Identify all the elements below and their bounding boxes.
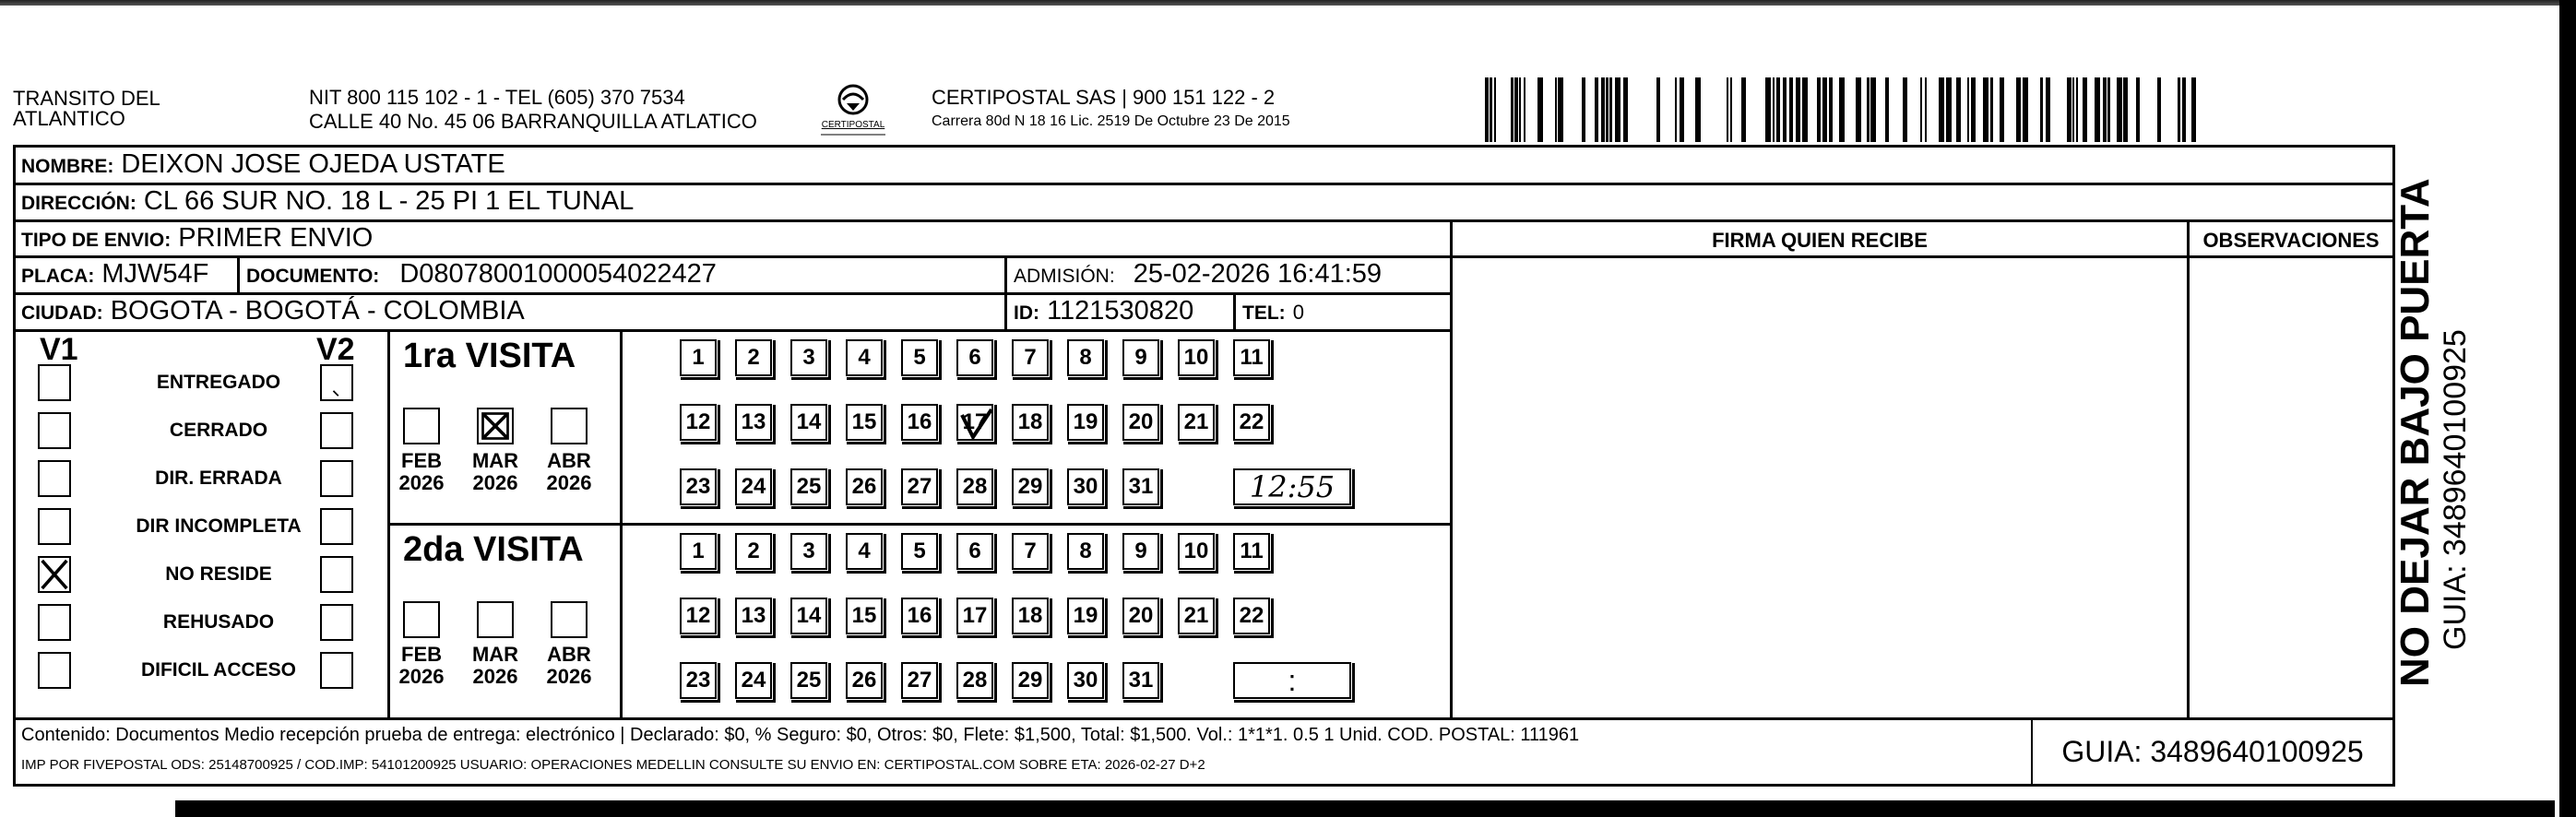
day-box[interactable] (1012, 662, 1049, 699)
admision-label: ADMISIÓN: (1014, 266, 1115, 287)
v2-checkbox[interactable] (320, 412, 353, 449)
day-number: 1 (692, 345, 705, 370)
v2-checkbox[interactable] (320, 508, 353, 545)
month-year: 2026 (398, 665, 445, 688)
side-guia: GUIA: 3489640100925 (2438, 329, 2473, 650)
v1-checkbox[interactable] (38, 556, 71, 593)
month-year: 2026 (472, 665, 518, 688)
day-number: 17 (962, 603, 988, 628)
divider (16, 329, 1450, 332)
id-field (1014, 294, 1193, 330)
divider (2187, 219, 2190, 717)
day-number: 29 (1017, 668, 1043, 693)
month-label (394, 450, 449, 494)
month-year: 2026 (472, 471, 518, 494)
day-box[interactable] (1067, 468, 1104, 505)
delivery-form (13, 145, 2395, 787)
month-checkbox-mar[interactable] (477, 601, 514, 638)
day-number: 8 (1079, 345, 1092, 370)
day-box[interactable] (1122, 468, 1159, 505)
day-box[interactable] (846, 533, 883, 570)
day-number: 7 (1024, 345, 1037, 370)
day-box[interactable] (956, 404, 993, 441)
month-year: 2026 (398, 471, 445, 494)
admision-value: 25-02-2026 16:41:59 (1133, 259, 1383, 289)
day-box[interactable] (1178, 404, 1215, 441)
day-box[interactable] (1067, 533, 1104, 570)
month-checkbox-abr[interactable] (551, 601, 588, 638)
day-box[interactable] (680, 662, 717, 699)
month-checkbox-abr[interactable] (551, 408, 588, 444)
day-box[interactable] (846, 662, 883, 699)
day-box[interactable] (846, 339, 883, 376)
v1-checkbox[interactable] (38, 652, 71, 689)
day-number: 4 (858, 539, 871, 563)
day-box[interactable] (790, 468, 827, 505)
day-box[interactable] (901, 339, 938, 376)
company-line-2: Carrera 80d N 18 16 Lic. 2519 De Octubre 23 De 2015 (932, 113, 1290, 129)
day-box[interactable] (1178, 339, 1215, 376)
day-box[interactable] (846, 468, 883, 505)
day-number: 9 (1134, 345, 1147, 370)
day-box[interactable] (1012, 598, 1049, 634)
day-box[interactable] (846, 598, 883, 634)
day-number: 31 (1128, 474, 1154, 499)
nit-line-1: NIT 800 115 102 - 1 - TEL (605) 370 7534 (309, 86, 685, 109)
month-name: MAR (471, 643, 519, 666)
nit-line-2: CALLE 40 No. 45 06 BARRANQUILLA ATLATICO (309, 110, 757, 133)
documento-field (246, 257, 717, 293)
day-number: 27 (907, 474, 932, 499)
day-box[interactable] (956, 533, 993, 570)
tipo-envio-field (21, 221, 373, 257)
month-name: MAR (471, 449, 519, 472)
day-box[interactable] (735, 404, 772, 441)
day-number: 23 (685, 668, 711, 693)
day-box[interactable] (1122, 339, 1159, 376)
visit-time[interactable]: 12:55 (1233, 468, 1351, 505)
day-number: 3 (802, 345, 815, 370)
day-number: 30 (1073, 668, 1098, 693)
sender-name (13, 89, 160, 129)
day-box[interactable] (1067, 404, 1104, 441)
day-number: 4 (858, 345, 871, 370)
day-box[interactable] (1233, 533, 1270, 570)
day-number: 14 (796, 409, 822, 434)
direccion-label: DIRECCIÓN: (21, 193, 137, 214)
divider (387, 523, 1450, 526)
day-number: 18 (1017, 603, 1043, 628)
day-number: 12 (685, 409, 711, 434)
day-box[interactable] (1012, 468, 1049, 505)
day-box[interactable] (790, 404, 827, 441)
day-box[interactable] (735, 468, 772, 505)
company-line-1: CERTIPOSTAL SAS | 900 151 122 - 2 (932, 86, 1276, 109)
placa-label: PLACA: (21, 266, 95, 287)
day-box[interactable] (901, 468, 938, 505)
day-number: 18 (1017, 409, 1043, 434)
sender-line-2: ATLANTICO (13, 107, 125, 130)
v2-checkbox[interactable] (320, 556, 353, 593)
day-number: 28 (962, 474, 988, 499)
day-number: 7 (1024, 539, 1037, 563)
day-number: 28 (962, 668, 988, 693)
id-label: ID: (1014, 302, 1039, 324)
visit-2-title: 2da VISITA (403, 530, 584, 569)
month-label (541, 450, 597, 494)
v2-checkbox[interactable] (320, 460, 353, 497)
day-number: 6 (968, 345, 981, 370)
ciudad-field (21, 294, 525, 330)
day-box[interactable] (1122, 404, 1159, 441)
day-box[interactable] (680, 339, 717, 376)
v1-label: V1 (40, 332, 78, 367)
day-check-mark (958, 406, 995, 443)
v2-checkbox[interactable] (320, 652, 353, 689)
divider (237, 255, 240, 292)
day-number: 6 (968, 539, 981, 563)
nombre-label: NOMBRE: (21, 156, 114, 177)
status-label: CERRADO (169, 420, 268, 441)
day-number: 29 (1017, 474, 1043, 499)
day-box[interactable] (901, 404, 938, 441)
day-number: 2 (747, 539, 760, 563)
month-label (394, 644, 449, 688)
day-box[interactable] (956, 598, 993, 634)
month-name: FEB (401, 643, 442, 666)
v2-checkbox[interactable] (320, 364, 353, 401)
status-label: DIFICIL ACCESO (140, 659, 296, 681)
placa-value: MJW54F (101, 259, 209, 289)
day-number: 11 (1240, 345, 1264, 370)
day-number: 20 (1128, 603, 1154, 628)
nombre-value: DEIXON JOSE OJEDA USTATE (121, 149, 505, 179)
observaciones-header: OBSERVACIONES (2202, 229, 2380, 252)
ciudad-value: BOGOTA - BOGOTÁ - COLOMBIA (110, 296, 525, 326)
day-number: 9 (1134, 539, 1147, 563)
footer-contents: Contenido: Documentos Medio recepción prueba de entrega: electrónico | Declarado: $0, % Seguro: $0, Otros: $0, Flete: $1,500, Total: $1,500. Vol.: 1*1*1. 0.5 1 Unid. COD. POSTAL: 111961 (21, 725, 1580, 745)
day-box[interactable] (901, 662, 938, 699)
status-label: REHUSADO (162, 611, 275, 633)
v1-checkbox[interactable] (38, 508, 71, 545)
day-box[interactable] (1122, 533, 1159, 570)
day-box[interactable] (680, 468, 717, 505)
status-label: ENTREGADO (156, 372, 281, 393)
day-box[interactable] (1067, 598, 1104, 634)
v1-checkbox[interactable] (38, 604, 71, 641)
v1-checkbox[interactable] (38, 460, 71, 497)
day-box[interactable] (790, 598, 827, 634)
tel-value: 0 (1292, 301, 1304, 324)
day-number: 13 (741, 409, 766, 434)
day-box[interactable] (901, 598, 938, 634)
day-box[interactable] (956, 468, 993, 505)
day-box[interactable] (1122, 662, 1159, 699)
day-number: 2 (747, 345, 760, 370)
tel-field (1242, 294, 1304, 330)
month-checkbox-mar[interactable] (477, 408, 514, 444)
day-box[interactable] (1012, 404, 1049, 441)
day-number: 15 (851, 603, 877, 628)
day-box[interactable] (735, 598, 772, 634)
divider (1233, 292, 1236, 329)
day-number: 26 (851, 668, 877, 693)
day-box[interactable] (680, 598, 717, 634)
day-number: 25 (796, 668, 822, 693)
day-number: 10 (1183, 539, 1209, 563)
day-box[interactable] (1067, 662, 1104, 699)
status-label: DIR. ERRADA (155, 468, 282, 489)
v1-checkbox[interactable] (38, 364, 71, 401)
admision-field (1014, 257, 1382, 293)
day-number: 12 (685, 603, 711, 628)
day-box[interactable] (956, 339, 993, 376)
month-name: ABR (547, 643, 591, 666)
month-year: 2026 (546, 471, 592, 494)
month-label (541, 644, 597, 688)
divider (1450, 255, 2392, 258)
day-number: 27 (907, 668, 932, 693)
day-box[interactable] (1067, 339, 1104, 376)
day-number: 16 (907, 409, 932, 434)
day-box[interactable] (1233, 598, 1270, 634)
day-box[interactable] (1012, 533, 1049, 570)
day-number: 21 (1183, 409, 1209, 434)
day-box[interactable] (680, 404, 717, 441)
tipo-envio-label: TIPO DE ENVIO: (21, 230, 172, 251)
footer-guia: GUIA: 3489640100925 (2031, 720, 2392, 784)
day-number: 10 (1183, 345, 1209, 370)
month-label (468, 450, 523, 494)
day-number: 30 (1073, 474, 1098, 499)
day-number: 21 (1183, 603, 1209, 628)
scan-edge-bottom (175, 800, 2555, 817)
v2-checkbox[interactable] (320, 604, 353, 641)
status-label: NO RESIDE (165, 563, 272, 585)
day-box[interactable] (735, 339, 772, 376)
visit-1-title: 1ra VISITA (403, 337, 576, 375)
month-name: ABR (547, 449, 591, 472)
day-box[interactable] (846, 404, 883, 441)
direccion-field (21, 184, 634, 220)
visit-time[interactable]: : (1233, 662, 1351, 699)
day-box[interactable] (680, 533, 717, 570)
day-number: 17 (962, 409, 988, 434)
status-label: DIR INCOMPLETA (136, 515, 302, 537)
month-label (468, 644, 523, 688)
day-box[interactable] (1233, 404, 1270, 441)
day-number: 15 (851, 409, 877, 434)
day-number: 3 (802, 539, 815, 563)
day-number: 14 (796, 603, 822, 628)
month-checkbox-feb[interactable] (403, 408, 440, 444)
month-checkbox-feb[interactable] (403, 601, 440, 638)
tel-label: TEL: (1242, 302, 1286, 324)
day-number: 23 (685, 474, 711, 499)
certipostal-logo (812, 81, 895, 140)
ciudad-label: CIUDAD: (21, 302, 103, 324)
day-box[interactable] (790, 533, 827, 570)
placa-field (21, 257, 208, 293)
day-number: 22 (1239, 409, 1264, 434)
day-number: 24 (741, 474, 766, 499)
footer-print-info: IMP POR FIVEPOSTAL ODS: 25148700925 / COD.IMP: 54101200925 USUARIO: OPERACIONES MEDELLIN CONSULTE SU ENVIO EN: CERTIPOSTAL.COM SOBRE ETA: 2026-02-27 D+2 (21, 757, 1205, 773)
sender-line-1: TRANSITO DEL (13, 87, 160, 110)
day-box[interactable] (956, 662, 993, 699)
documento-label: DOCUMENTO: (246, 266, 380, 287)
id-value: 1121530820 (1047, 296, 1194, 326)
scan-edge-top (0, 0, 2576, 6)
day-number: 1 (692, 539, 705, 563)
day-number: 25 (796, 474, 822, 499)
day-box[interactable] (1122, 598, 1159, 634)
day-box[interactable] (1012, 339, 1049, 376)
day-number: 5 (913, 539, 926, 563)
day-number: 11 (1240, 539, 1264, 563)
day-number: 31 (1128, 668, 1154, 693)
day-box[interactable] (735, 662, 772, 699)
documento-value: D08078001000054022427 (399, 259, 717, 289)
day-box[interactable] (790, 339, 827, 376)
day-box[interactable] (735, 533, 772, 570)
direccion-value: CL 66 SUR NO. 18 L - 25 PI 1 EL TUNAL (143, 186, 635, 216)
day-box[interactable] (1233, 339, 1270, 376)
day-number: 19 (1073, 603, 1098, 628)
scan-edge-right (2559, 0, 2576, 817)
company-info (932, 86, 1290, 134)
day-number: 26 (851, 474, 877, 499)
day-box[interactable] (790, 662, 827, 699)
day-number: 8 (1079, 539, 1092, 563)
day-number: 22 (1239, 603, 1264, 628)
month-name: FEB (401, 449, 442, 472)
shipment-barcode (1485, 77, 2209, 142)
day-number: 13 (741, 603, 766, 628)
day-box[interactable] (901, 533, 938, 570)
day-box[interactable] (1178, 533, 1215, 570)
day-number: 16 (907, 603, 932, 628)
day-number: 20 (1128, 409, 1154, 434)
nombre-field (21, 148, 505, 184)
v1-checkbox[interactable] (38, 412, 71, 449)
month-year: 2026 (546, 665, 592, 688)
svg-text:CERTIPOSTAL: CERTIPOSTAL (821, 120, 885, 130)
divider (1450, 219, 1453, 717)
no-dejar-warning: NO DEJAR BAJO PUERTA (2392, 178, 2438, 687)
side-note (2393, 178, 2473, 687)
sender-nit (309, 86, 757, 134)
tipo-envio-value: PRIMER ENVIO (178, 223, 374, 253)
day-number: 5 (913, 345, 926, 370)
firma-header: FIRMA QUIEN RECIBE (1712, 229, 1928, 252)
day-number: 24 (741, 668, 766, 693)
day-box[interactable] (1178, 598, 1215, 634)
v2-label: V2 (316, 332, 355, 367)
day-number: 19 (1073, 409, 1098, 434)
